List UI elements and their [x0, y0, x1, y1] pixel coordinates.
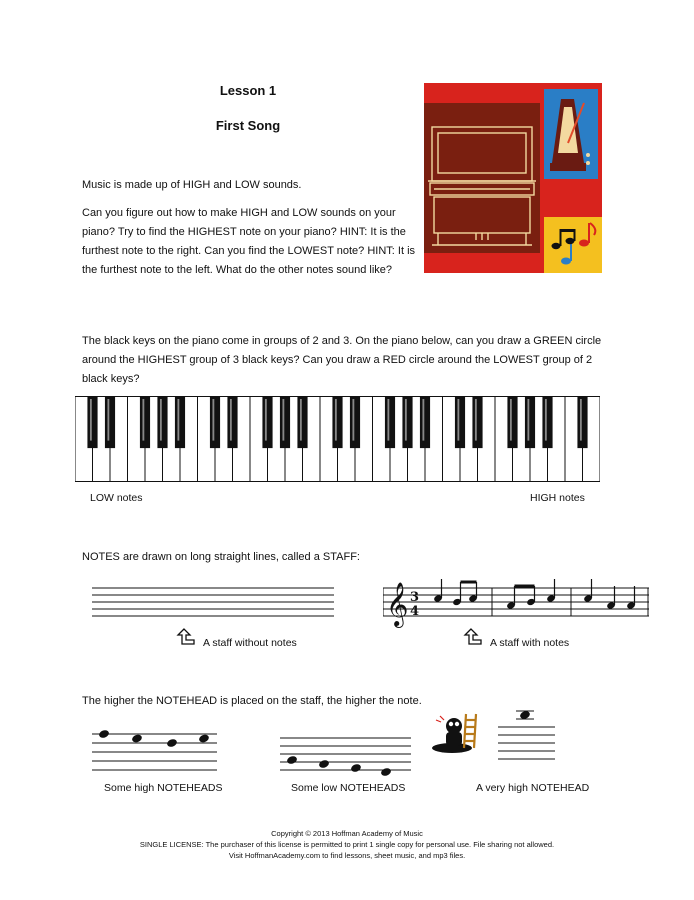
black-key-highlight [282, 399, 284, 441]
ladder-climber-icon [430, 712, 482, 754]
high-noteheads-staff [92, 730, 218, 772]
treble-clef-icon: 𝄞 [386, 582, 409, 626]
black-key-highlight [405, 399, 407, 441]
black-key-highlight [142, 399, 144, 441]
black-key [175, 397, 185, 449]
arrow-up-icon [463, 627, 483, 647]
high-noteheads-caption: Some high NOTEHEADS [104, 782, 223, 794]
black-key-highlight [230, 399, 232, 441]
black-keys-instruction: The black keys on the piano come in groups of 2 and 3. On the piano below, can you draw a GREEN circle around the HIGHEST group of 3 black keys? Can you draw a RED circle around the LOWEST group of 2 black keys? [82, 335, 602, 385]
black-key-highlight [177, 399, 179, 441]
black-key-highlight [387, 399, 389, 441]
empty-staff [92, 586, 334, 622]
staff-with-notes [383, 578, 653, 628]
time-signature-bottom: 4 [410, 604, 420, 619]
black-key [280, 397, 290, 449]
footer [0, 828, 694, 861]
notehead-intro: The higher the NOTEHEAD is placed on the staff, the higher the note. [82, 695, 422, 707]
black-key [262, 397, 272, 449]
black-key [157, 397, 167, 449]
footer-license: SINGLE LICENSE: The purchaser of this license is permitted to print 1 single copy for personal use. File sharing not allowed. [139, 840, 555, 849]
intro-paragraph-1: Music is made up of HIGH and LOW sounds. [82, 179, 302, 191]
black-key [105, 397, 115, 449]
staff-intro: NOTES are drawn on long straight lines, called a STAFF: [82, 551, 360, 563]
black-key-highlight [527, 399, 529, 441]
black-key-highlight [90, 399, 92, 441]
black-key [87, 397, 97, 449]
black-key-highlight [457, 399, 459, 441]
black-key-highlight [107, 399, 109, 441]
black-key-highlight [580, 399, 582, 441]
black-key [472, 397, 482, 449]
lesson-subtitle: First Song [215, 118, 281, 133]
black-key [140, 397, 150, 449]
black-key-highlight [545, 399, 547, 441]
black-key [350, 397, 360, 449]
black-key-highlight [475, 399, 477, 441]
lesson-title: Lesson 1 [219, 83, 277, 98]
black-key [385, 397, 395, 449]
very-high-notehead-staff [498, 708, 556, 766]
intro-text [82, 176, 417, 289]
black-key [297, 397, 307, 449]
black-key [332, 397, 342, 449]
black-key-highlight [265, 399, 267, 441]
high-notes-label: HIGH notes [530, 492, 585, 504]
piano-metronome-illustration [424, 83, 602, 273]
very-high-notehead-caption: A very high NOTEHEAD [476, 782, 590, 794]
black-key-highlight [352, 399, 354, 441]
low-noteheads-staff [280, 735, 412, 781]
footer-copyright: Copyright © 2013 Hoffman Academy of Music [271, 829, 423, 838]
black-key-highlight [422, 399, 424, 441]
black-key [420, 397, 430, 449]
piano-keyboard [75, 396, 600, 482]
black-key [455, 397, 465, 449]
black-key [525, 397, 535, 449]
black-key-highlight [212, 399, 214, 441]
low-noteheads-caption: Some low NOTEHEADS [291, 782, 406, 794]
black-key [402, 397, 412, 449]
black-key [507, 397, 517, 449]
black-key [210, 397, 220, 449]
black-key-highlight [160, 399, 162, 441]
black-key-highlight [300, 399, 302, 441]
low-notes-label: LOW notes [90, 492, 143, 504]
intro-paragraph-2: Can you figure out how to make HIGH and LOW sounds on your piano? Try to find the HIGHEST note on your piano? HINT: It is the furthest note to the right. Can you find the LOWEST note? HINT: It is the furthest note to the left. What do the other notes sound like? [82, 207, 416, 276]
footer-visit: Visit HoffmanAcademy.com to find lessons, sheet music, and mp3 files. [228, 851, 466, 860]
black-key [542, 397, 552, 449]
arrow-up-icon [176, 627, 196, 647]
black-key [227, 397, 237, 449]
black-key [577, 397, 587, 449]
time-signature-top: 3 [410, 590, 420, 605]
notes-staff-caption: A staff with notes [490, 637, 570, 649]
black-key-highlight [510, 399, 512, 441]
black-key-highlight [335, 399, 337, 441]
empty-staff-caption: A staff without notes [203, 637, 297, 649]
